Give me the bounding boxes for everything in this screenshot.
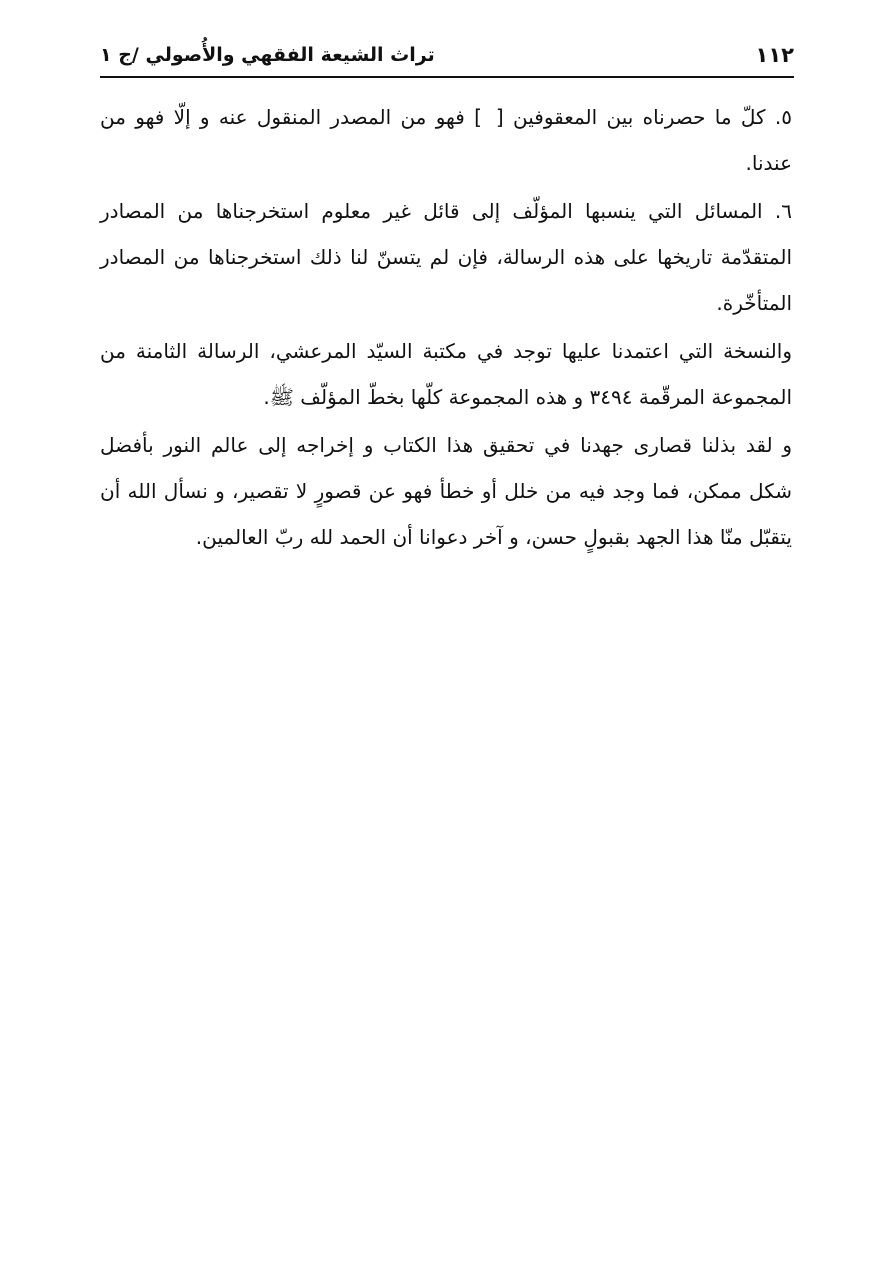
paragraph-note-5 — [100, 94, 792, 186]
page-header — [100, 36, 794, 76]
paragraph-note-6: ٦. المسائل التي ينسبها المؤلّف إلى قائل غير معلوم استخرجناها من المصادر المتقدّمة تاريخها على هذه الرسالة، فإن لم يتسنّ لنا ذلك استخرجناها من المصادر المتأخّرة. — [100, 199, 792, 315]
paragraph-closing: و لقد بذلنا قصارى جهدنا في تحقيق هذا الكتاب و إخراجه إلى عالم النور بأفضل شكل ممكن، فما وجد فيه من خلل أو خطأ فهو عن قصورٍ لا تقصير، و نسأل الله أن يتقبّل منّا هذا الجهد بقبولٍ حسن، و آخر دعوانا أن الحمد لله ربّ العالمين. — [100, 433, 792, 549]
note-5-text-before-bracket: ٥. كلّ ما حصرناه بين المعقوفين [ — [495, 105, 792, 129]
page-number: ١١٢ — [755, 43, 794, 67]
paragraph-manuscript: والنسخة التي اعتمدنا عليها توجد في مكتبة السيّد المرعشي، الرسالة الثامنة من المجموعة المرقّمة ٣٤٩٤ و هذه المجموعة كلّها بخطّ المؤلّف ﷺ. — [100, 339, 792, 409]
note-5-text-after-bracket: ] فهو من المصدر المنقول عنه و إلّا فهو من عندنا. — [100, 105, 792, 175]
header-rule — [100, 76, 794, 78]
body-text — [100, 94, 792, 562]
running-title: تراث الشيعة الفقهي والأُصولي /ج ١ — [100, 44, 435, 66]
